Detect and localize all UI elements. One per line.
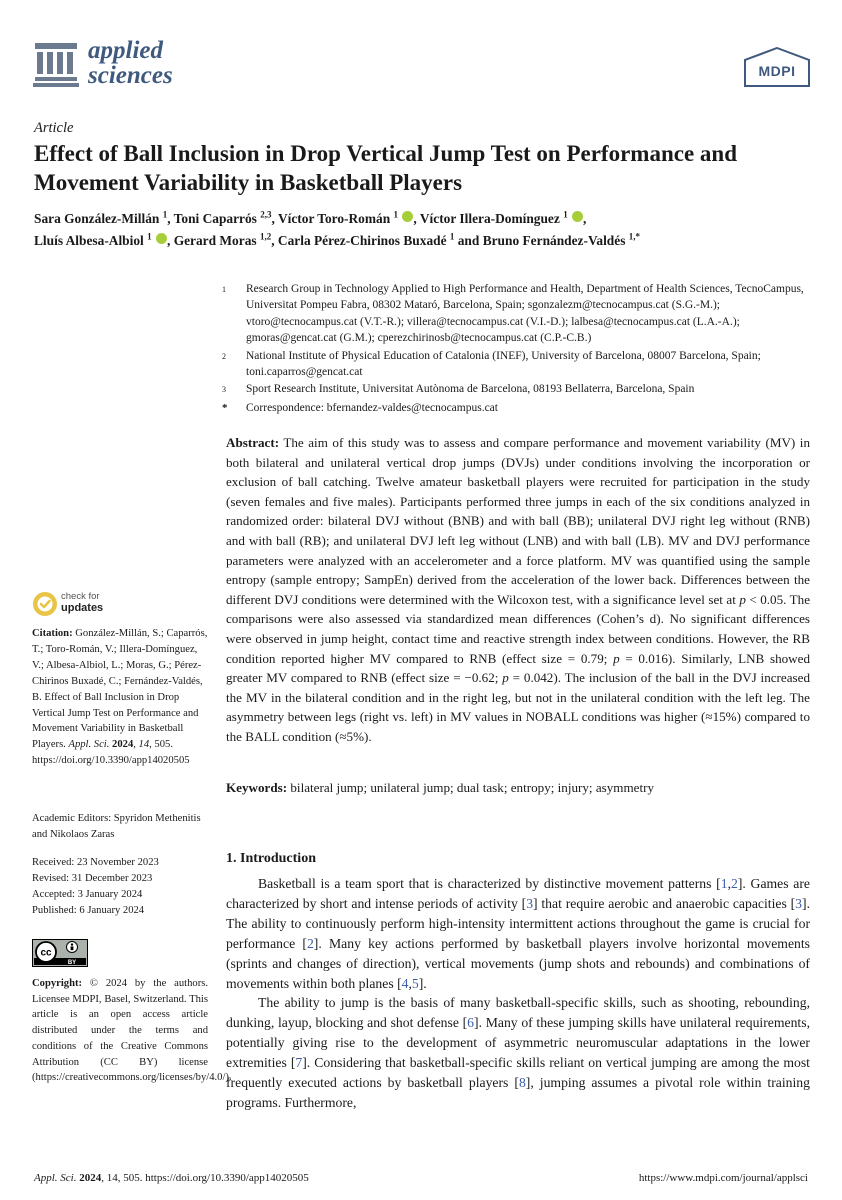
author-name[interactable]: Bruno Fernández-Valdés: [482, 233, 626, 248]
text: ]. Games are characterized by short and intense periods of activity [: [226, 876, 811, 911]
introduction-body: [226, 874, 810, 1113]
affiliation-item: [222, 281, 822, 347]
author-affiliation-marker: 1: [162, 209, 168, 220]
publication-dates: [32, 855, 208, 919]
article-title: Effect of Ball Inclusion in Drop Vertical Jump Test on Performance and Movement Variability in Basketball Players: [34, 141, 738, 195]
author-name[interactable]: Gerard Moras: [173, 233, 257, 248]
affiliations: [222, 281, 822, 417]
author-separator: ,: [271, 211, 278, 226]
abstract-text-2: < 0.05. The comparisons were also assessed via standardized mean differences (Cohen’s d). No significant differences were observed in jump height, contact time and reactive strength index between conditions. However, the RB condition reported higher MV compared to RNB (effect size = 0.79;: [226, 591, 811, 666]
author-name[interactable]: Lluís Albesa-Albiol: [34, 233, 144, 248]
citation-volume: 14: [138, 739, 150, 751]
p-symbol: p: [613, 650, 620, 666]
author-name[interactable]: Víctor Illera-Domínguez: [419, 211, 560, 226]
author-affiliation-marker: 1: [449, 231, 455, 242]
text: Basketball is a team sport that is characterized by distinctive movement patterns [: [258, 876, 721, 891]
citation-ref[interactable]: 7: [295, 1055, 303, 1071]
editors-text: Spyridon Methenitis and Nikolaos Zaras: [32, 813, 201, 840]
citation-doi-link[interactable]: https://doi.org/10.3390/app14020505: [32, 755, 190, 767]
citation-ref[interactable]: 3: [526, 895, 534, 911]
keywords: [226, 778, 810, 798]
affiliation-marker: 3: [222, 385, 226, 395]
citation-label: Citation:: [32, 628, 73, 639]
author-name[interactable]: Toni Caparrós: [173, 211, 257, 226]
author-affiliation-marker: 1: [393, 209, 399, 220]
abstract-text-1: The aim of this study was to assess and compare performance and movement variability (MV) in both bilateral and unilateral vertical drop jumps (DVJs) under conditions involving the incorporation or exclusion of ball catching. Twelve amateur basketball players were recruited for participation in the study (seven females and five males). Participants performed three jumps in each of the six conditions analyzed in randomized order: bilateral DVJ without (BNB) and with ball (BB); unilateral DVJ right leg without (RNB) and with ball (RB); and unilateral DVJ left leg without (LNB) and with ball (LB). MV and DVJ performance parameters were analyzed with an accelerometer and a force platform. MV was quantified using the sample entropy (sample entropy; SampEn) derived from the acceleration of the lower back. Differences between the different DVJ conditions were determined with the Wilcoxon test, with a significance level set at: [226, 435, 810, 607]
cc-text: cc: [40, 947, 52, 959]
cc-by-license-badge[interactable]: [32, 939, 88, 967]
author-separator: and: [454, 233, 483, 248]
citation-ref[interactable]: 2: [306, 935, 314, 951]
date-revised: Revised: 31 December 2023: [32, 872, 153, 884]
citation-ref[interactable]: 8: [518, 1075, 526, 1091]
author-affiliation-marker: 1: [147, 231, 152, 242]
affiliation-text: Research Group in Technology Applied to High Performance and Health, Department of Health Sciences, TecnoCampus, Universitat Pompeu Fabra, 08302 Mataró, Barcelona, Spain; sgonzalezm@tecnocampus.cat (S.G.-M.); vtoro@tecnocampus.cat (V.T.-R.); villera@tecnocampus.cat (V.I.-D.); lalbesa@tecnocampus.cat (L.A.-A.); gmoras@gencat.cat (G.M.); cperezchirinosb@tecnocampus.cat (C.P.-C.B.): [246, 283, 804, 345]
publisher-name: MDPI: [758, 63, 796, 79]
author-separator: ,: [583, 211, 587, 226]
citation-ref[interactable]: 6: [467, 1015, 475, 1031]
affiliation-marker: 1: [222, 285, 226, 294]
p-symbol: p: [739, 591, 746, 607]
check-updates-line1: check for: [61, 591, 100, 602]
author-name[interactable]: Víctor Toro-Román: [277, 211, 391, 226]
check-updates-icon: [32, 591, 58, 617]
affiliation-marker: *: [222, 401, 228, 414]
abstract-text-4: = 0.042). The inclusion of the ball in the DVJ increased the MV in the bilateral condition and in the right leg, but not in the unilateral condition with the left leg. The asymmetry between legs (right vs. left) in MV values in NOBALL conditions was higher (≈15%) compared to the BALL condition (≈5%).: [226, 670, 810, 744]
text: The ability to jump is the basis of many basketball-specific skills, such as shooting, rebounding, dunking, layup, blocking and shot defense [: [226, 995, 810, 1031]
journal-name-line1: applied: [88, 37, 163, 64]
author-separator: ,: [166, 233, 174, 248]
orcid-icon[interactable]: [156, 233, 167, 244]
editors-label: Academic Editors:: [32, 813, 112, 824]
citation-ref[interactable]: 2: [731, 876, 738, 891]
cc-by-text: BY: [67, 960, 77, 966]
affiliation-item: [222, 381, 822, 398]
citation-journal: Appl. Sci.: [68, 739, 110, 751]
footer-year: 2024: [79, 1172, 102, 1184]
publisher-logo[interactable]: [743, 47, 811, 92]
date-published: Published: 6 January 2024: [32, 904, 145, 916]
author-affiliation-marker: 1,*: [628, 231, 641, 242]
journal-name: [88, 38, 173, 88]
check-for-updates-button[interactable]: [32, 589, 192, 621]
journal-name-line2: sciences: [88, 62, 173, 89]
citation-pages: , 505.: [149, 739, 173, 751]
journal-logo[interactable]: [32, 38, 192, 94]
author-affiliation-marker: 2,3: [260, 209, 272, 220]
date-accepted: Accepted: 3 January 2024: [32, 888, 143, 900]
orcid-icon[interactable]: [572, 211, 583, 222]
author-separator: ,: [413, 211, 420, 226]
copyright-label: Copyright:: [32, 978, 83, 989]
citation-ref[interactable]: 3: [795, 895, 803, 911]
footer-journal-url[interactable]: https://www.mdpi.com/journal/applsci: [638, 1172, 808, 1184]
article-type: Article: [34, 120, 74, 136]
affiliation-marker: 2: [222, 351, 226, 361]
author-list: [34, 208, 814, 252]
intro-paragraph-2: [226, 993, 810, 1112]
text: ]. The ability to continuously perform high-intensity intermittent actions throughout the game is crucial for performance [: [226, 895, 810, 951]
journal-logo-icon: [32, 40, 80, 88]
affiliation-text: Correspondence: bfernandez-valdes@tecnocampus.cat: [246, 401, 498, 414]
author-name[interactable]: Sara González-Millán: [34, 211, 160, 226]
text: ]. Many of these jumping skills have unilateral requirements, potentially giving rise to the development of asymmetric neuromuscular adaptations in the lower extremities [: [226, 1015, 810, 1071]
affiliation-text: Sport Research Institute, Universitat Autònoma de Barcelona, 08193 Bellaterra, Barcelona, Spain: [246, 383, 695, 396]
author-name[interactable]: Carla Pérez-Chirinos Buxadé: [277, 233, 447, 248]
author-separator: ,: [167, 211, 174, 226]
citation-ref[interactable]: 5: [411, 975, 419, 991]
citation-year: 2024: [112, 739, 134, 751]
text: ]. Considering that basketball-specific skills reliant on vertical jumping are among the most frequently executed actions by basketball players [: [226, 1055, 810, 1091]
footer-journal: Appl. Sci.: [34, 1172, 77, 1184]
check-updates-line2: updates: [61, 602, 104, 614]
abstract: [226, 433, 810, 747]
citation-ref[interactable]: 4: [401, 975, 409, 991]
citation: Citation: González-Millán, S.; Caparrós, T.; Toro-Román, V.; Illera-Domínguez, V.; Albesa-Albiol, L.; Moras, G.; Pérez-Chirinos Buxadé, C.; Fernández-Valdés, B. Effect of Ball Inclusion in Drop Vertical Jump Test on Performance and Movement Variability in Basketball Players. Appl. Sci. 2024, 14, 505. https://doi.org/10.3390/app14020505: [32, 628, 208, 767]
citation-text: González-Millán, S.; Caparrós, T.; Toro-Román, V.; Illera-Domínguez, V.; Albesa-Albiol, L.; Moras, G.; Pérez-Chirinos Buxadé, C.; Fernández-Valdés, B. Effect of Ball Inclusion in Drop Vertical Jump Test on Performance and Movement Variability in Basketball Players.: [32, 628, 208, 751]
date-received: Received: 23 November 2023: [32, 857, 159, 868]
p-symbol: p: [502, 670, 509, 686]
text: ].: [418, 975, 427, 991]
keywords-label: Keywords:: [226, 780, 288, 795]
intro-paragraph-1: Basketball is a team sport that is characterized by distinctive movement patterns [1,2]. Games are characterized by short and intense periods of activity [3] that require aerobic and anaerobic capacities [3]. The ability to continuously perform high-intensity intermittent actions throughout the game is crucial for performance [2]. Many key actions performed by basketball players involve horizontal movements (sprints and changes of direction), vertical movements (jump shots and rebounds) and combinations of movements within both planes [4,5].: [226, 876, 811, 991]
affiliation-text: National Institute of Physical Education of Catalonia (INEF), University of Barcelona, 08007 Barcelona, Spain; toni.caparros@gencat.cat: [246, 349, 761, 379]
affiliation-item: [222, 348, 822, 381]
author-separator: ,: [271, 233, 278, 248]
text: ], jumping assumes a pivotal role within training programs. Furthermore,: [226, 1075, 810, 1110]
text: ] that require aerobic and anaerobic capacities [: [533, 895, 796, 911]
footer-citation: [34, 1172, 309, 1184]
footer-rest[interactable]: , 14, 505. https://doi.org/10.3390/app14020505: [101, 1172, 309, 1184]
citation-ref[interactable]: 1: [720, 876, 728, 891]
author-affiliation-marker: 1: [563, 209, 568, 220]
author-affiliation-marker: 1,2: [259, 231, 272, 242]
copyright-text: © 2024 by the authors. Licensee MDPI, Basel, Switzerland. This article is an open access article distributed under the terms and conditions of the Creative Commons Attribution (CC BY) license (https://creativecommons.org/licenses/by/4.0/).: [32, 978, 232, 1084]
keywords-text: bilateral jump; unilateral jump; dual task; entropy; injury; asymmetry: [287, 780, 655, 795]
copyright-notice: [32, 976, 232, 1086]
creative-commons-icon: [32, 939, 88, 967]
academic-editors: [32, 811, 208, 843]
text: ]. Many key actions performed by basketball players involve horizontal movements (sprints and changes of direction), vertical movements (jump shots and rebounds) and combinations of movements within both planes [: [226, 935, 810, 991]
abstract-text-3: = 0.016). Similarly, LNB showed greater MV compared to RNB (effect size = −0.62;: [226, 650, 810, 686]
abstract-label: Abstract:: [226, 435, 280, 450]
section-heading-introduction: 1. Introduction: [226, 851, 316, 866]
orcid-icon[interactable]: [402, 211, 413, 222]
affiliation-item: [222, 400, 822, 416]
